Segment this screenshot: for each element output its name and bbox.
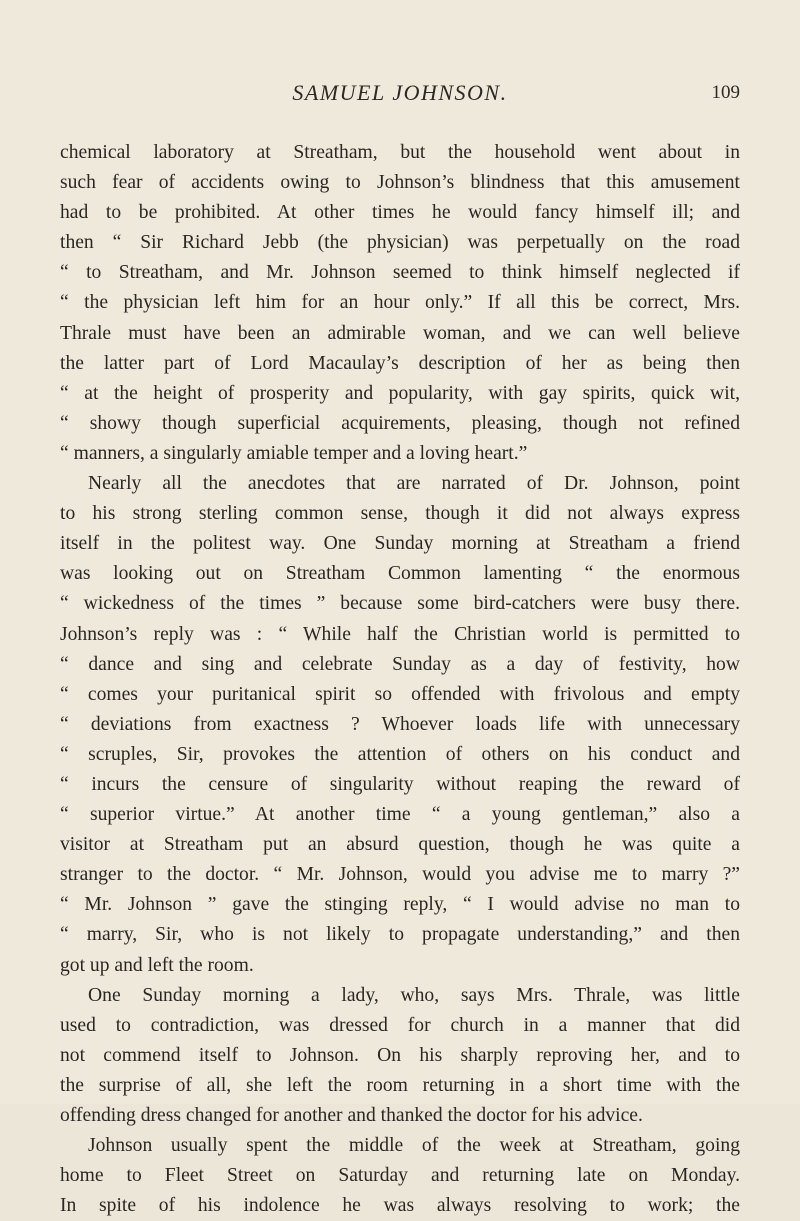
text-line: “ incurs the censure of singularity without reaping the reward of — [60, 773, 740, 795]
text-line: “ the physician left him for an hour only.” If all this be correct, Mrs. — [60, 292, 740, 314]
text-line: to his strong sterling common sense, though it did not always express — [60, 503, 740, 525]
text-line: “ manners, a singularly amiable temper and a loving heart.” — [60, 442, 528, 464]
text-line: “ wickedness of the times ” because some bird-catchers were busy there. — [60, 593, 740, 615]
text-line: “ comes your puritanical spirit so offended with frivolous and empty — [60, 683, 740, 705]
text-line: offending dress changed for another and thanked the doctor for his advice. — [60, 1105, 643, 1126]
text-line: Thrale must have been an admirable woman, and we can well believe — [60, 322, 740, 344]
text-line: “ scruples, Sir, provokes the attention of others on his conduct and — [60, 743, 740, 765]
text-line: Nearly all the anecdotes that are narrated of Dr. Johnson, point — [88, 473, 740, 495]
text-line: used to contradiction, was dressed for church in a manner that did — [60, 1014, 740, 1036]
page-number: 109 — [711, 82, 740, 103]
text-line: the latter part of Lord Macaulay’s description of her as being then — [60, 352, 740, 374]
page-header — [60, 80, 740, 120]
text-line: not commend itself to Johnson. On his sharply reproving her, and to — [60, 1044, 740, 1066]
text-line: such fear of accidents owing to Johnson’s blindness that this amusement — [60, 172, 740, 194]
running-head: SAMUEL JOHNSON. — [292, 80, 508, 105]
text-line: “ Mr. Johnson ” gave the stinging reply, “ I would advise no man to — [60, 894, 740, 916]
text-line: Johnson’s reply was : “ While half the Christian world is permitted to — [60, 623, 740, 645]
text-line: the surprise of all, she left the room returning in a short time with the — [60, 1074, 740, 1096]
text-line: itself in the politest way. One Sunday morning at Streatham a friend — [60, 533, 740, 555]
text-line: “ to Streatham, and Mr. Johnson seemed to think himself neglected if — [60, 262, 740, 284]
text-line: Johnson usually spent the middle of the week at Streatham, going — [88, 1135, 740, 1157]
text-line: had to be prohibited. At other times he would fancy himself ill; and — [60, 202, 740, 224]
text-line: home to Fleet Street on Saturday and returning late on Monday. — [60, 1165, 740, 1187]
text-line: stranger to the doctor. “ Mr. Johnson, would you advise me to marry ?” — [60, 864, 740, 886]
text-line: “ superior virtue.” At another time “ a young gentleman,” also a — [60, 804, 740, 826]
text-line: In spite of his indolence he was always resolving to work; the — [60, 1195, 740, 1217]
text-line: “ marry, Sir, who is not likely to propagate understanding,” and then — [60, 924, 740, 946]
text-line: got up and left the room. — [60, 954, 254, 976]
text-line: visitor at Streatham put an absurd question, though he was quite a — [60, 834, 740, 856]
text-line: chemical laboratory at Streatham, but the household went about in — [60, 142, 740, 163]
text-line: “ dance and sing and celebrate Sunday as a day of festivity, how — [60, 653, 740, 675]
text-line: “ at the height of prosperity and popularity, with gay spirits, quick wit, — [60, 382, 740, 404]
body-text — [60, 138, 740, 1221]
text-line: “ deviations from exactness ? Whoever loads life with unnecessary — [60, 713, 740, 735]
text-line: “ showy though superficial acquirements, pleasing, though not refined — [60, 412, 740, 434]
text-line: then “ Sir Richard Jebb (the physician) was perpetually on the road — [60, 232, 740, 254]
text-line: was looking out on Streatham Common lamenting “ the enormous — [60, 563, 740, 585]
text-line: One Sunday morning a lady, who, says Mrs. Thrale, was little — [88, 984, 740, 1006]
